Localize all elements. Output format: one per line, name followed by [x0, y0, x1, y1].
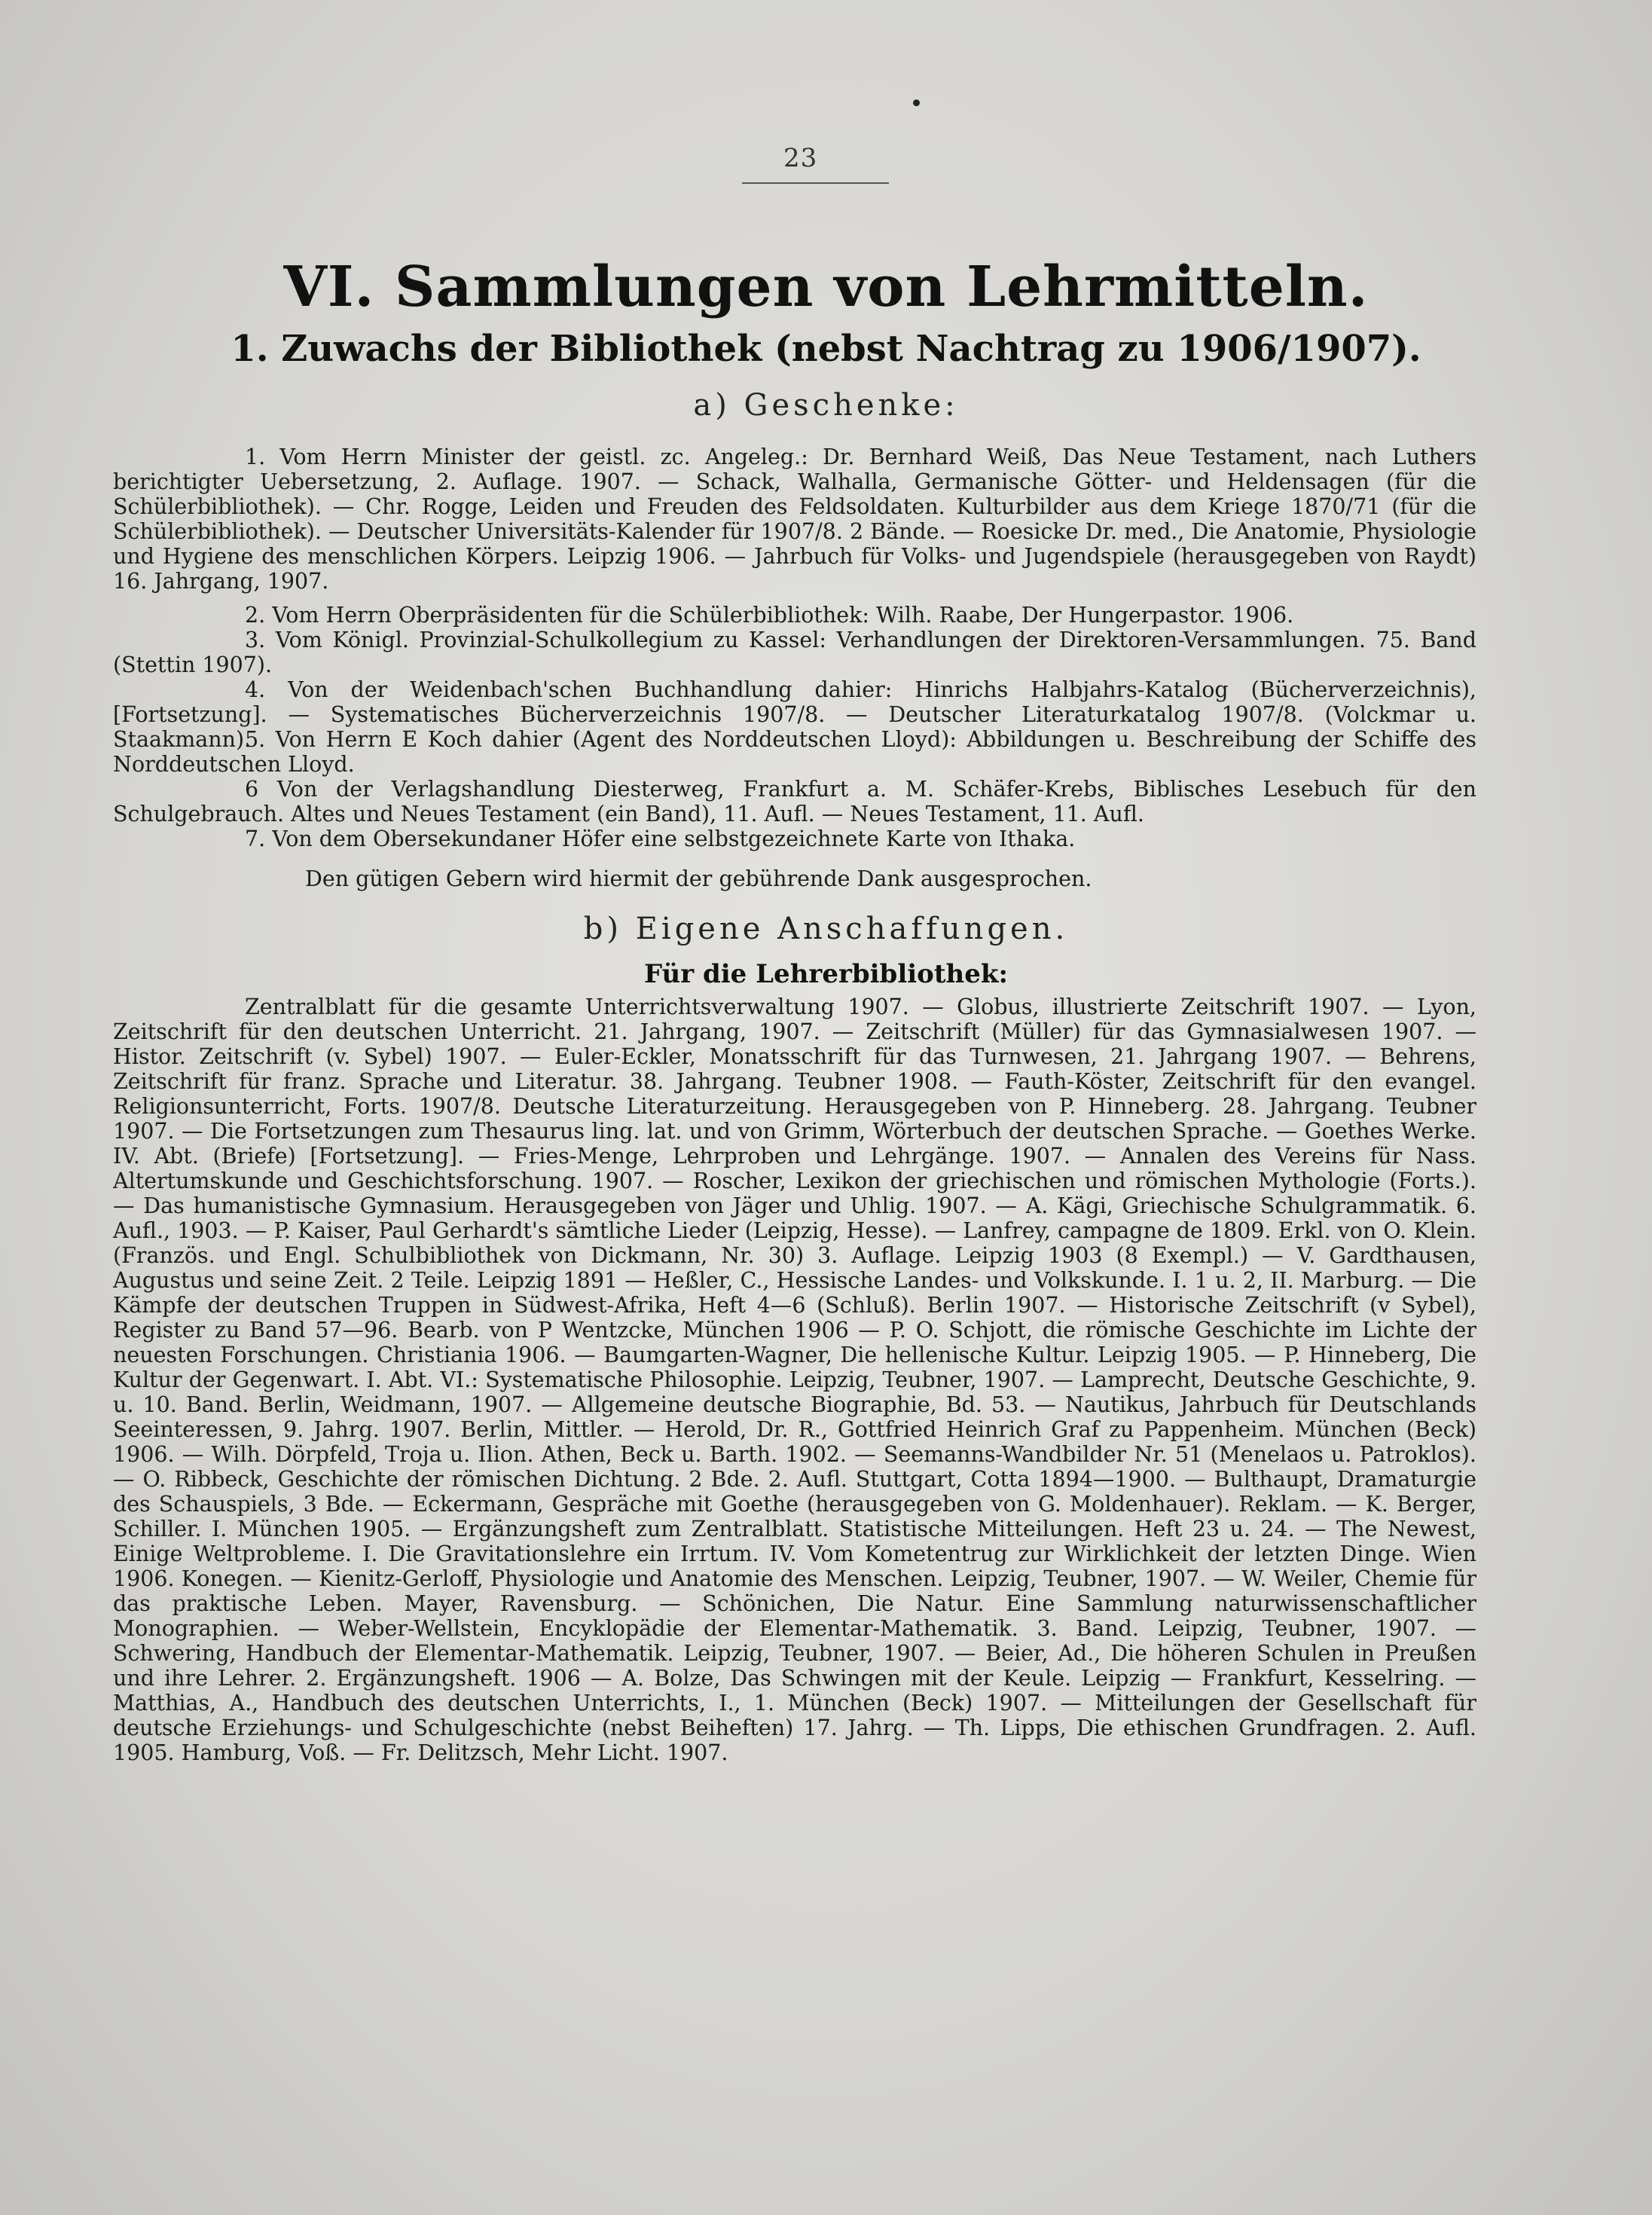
page-number-rule: [742, 182, 889, 184]
heading-acquisitions: b) Eigene Anschaffungen.: [583, 912, 1069, 946]
gift-entry-4: 4. Von der Weidenbach'schen Buchhandlung dahier: Hinrichs Halbjahrs-Katalog (Bücherverzeichnis), [Fortsetzung]. — Systematisches Bücherverzeichnis 1907/8. — Deutscher Literaturkatalog 1907/8. (Volckmar u. Staakmann).: [113, 677, 1476, 752]
gift-entry-7: 7. Von dem Obersekundaner Höfer eine selbstgezeichnete Karte von Ithaka.: [245, 826, 1076, 851]
gift-entry-1: 1. Vom Herrn Minister der geistl. zc. Angeleg.: Dr. Bernhard Weiß, Das Neue Testament, nach Luthers berichtigter Uebersetzung, 2. Auflage. 1907. — Schack, Walhalla, Germanische Götter- und Heldensagen (für die Schülerbibliothek). — Chr. Rogge, Leiden und Freuden des Feldsoldaten. Kulturbilder aus dem Kriege 1870/71 (für die Schülerbibliothek). — Deutscher Universitäts-Kalender für 1907/8. 2 Bände. — Roesicke Dr. med., Die Anatomie, Physiologie und Hygiene des menschlichen Körpers. Leipzig 1906. — Jahrbuch für Volks- und Jugendspiele (herausgegeben von Raydt) 16. Jahrgang, 1907.: [113, 445, 1476, 594]
gift-entry-3: 3. Vom Königl. Provinzial-Schulkollegium zu Kassel: Verhandlungen der Direktoren-Versammlungen. 75. Band (Stettin 1907).: [113, 628, 1476, 677]
teacher-library-list: Zentralblatt für die gesamte Unterrichtsverwaltung 1907. — Globus, illustrierte Zeitschrift 1907. — Lyon, Zeitschrift für den deutschen Unterricht. 21. Jahrgang, 1907. — Zeitschrift (Müller) für das Gymnasialwesen 1907. — Histor. Zeitschrift (v. Sybel) 1907. — Euler-Eckler, Monatsschrift für das Turnwesen, 21. Jahrgang 1907. — Behrens, Zeitschrift für franz. Sprache und Literatur. 38. Jahrgang. Teubner 1908. — Fauth-Köster, Zeitschrift für den evangel. Religionsunterricht, Forts. 1907/8. Deutsche Literaturzeitung. Herausgegeben von P. Hinneberg. 28. Jahrgang. Teubner 1907. — Die Fortsetzungen zum Thesaurus ling. lat. und von Grimm, Wörterbuch der deutschen Sprache. — Goethes Werke. IV. Abt. (Briefe) [Fortsetzung]. — Fries-Menge, Lehrproben und Lehrgänge. 1907. — Annalen des Vereins für Nass. Altertumskunde und Geschichtsforschung. 1907. — Roscher, Lexikon der griechischen und römischen Mythologie (Forts.). — Das humanistische Gymnasium. Herausgegeben von Jäger und Uhlig. 1907. — A. Kägi, Griechische Schulgrammatik. 6. Aufl., 1903. — P. Kaiser, Paul Gerhardt's sämtliche Lieder (Leipzig, Hesse). — Lanfrey, campagne de 1809. Erkl. von O. Klein. (Französ. und Engl. Schulbibliothek von Dickmann, Nr. 30) 3. Auflage. Leipzig 1903 (8 Exempl.) — V. Gardthausen, Augustus und seine Zeit. 2 Teile. Leipzig 1891 — Heßler, C., Hessische Landes- und Volkskunde. I. 1 u. 2, II. Marburg. — Die Kämpfe der deutschen Truppen in Südwest-Afrika, Heft 4—6 (Schluß). Berlin 1907. — Historische Zeitschrift (v Sybel), Register zu Band 57—96. Bearb. von P Wentzcke, München 1906 — P. O. Schjott, die römische Geschichte im Lichte der neuesten Forschungen. Christiania 1906. — Baumgarten-Wagner, Die hellenische Kultur. Leipzig 1905. — P. Hinneberg, Die Kultur der Gegenwart. I. Abt. VI.: Systematische Philosophie. Leipzig, Teubner, 1907. — Lamprecht, Deutsche Geschichte, 9. u. 10. Band. Berlin, Weidmann, 1907. — Allgemeine deutsche Biographie, Bd. 53. — Nautikus, Jahrbuch für Deutschlands Seeinteressen, 9. Jahrg. 1907. Berlin, Mittler. — Herold, Dr. R., Gottfried Heinrich Graf zu Pappenheim. München (Beck) 1906. — Wilh. Dörpfeld, Troja u. Ilion. Athen, Beck u. Barth. 1902. — Seemanns-Wandbilder Nr. 51 (Menelaos u. Patroklos). — O. Ribbeck, Geschichte der römischen Dichtung. 2 Bde. 2. Aufl. Stuttgart, Cotta 1894—1900. — Bulthaupt, Dramaturgie des Schauspiels, 3 Bde. — Eckermann, Gespräche mit Goethe (herausgegeben von G. Moldenhauer). Reklam. — K. Berger, Schiller. I. München 1905. — Ergänzungsheft zum Zentralblatt. Statistische Mitteilungen. Heft 23 u. 24. — The Newest, Einige Weltprobleme. I. Die Gravitationslehre ein Irrtum. IV. Vom Kometentrug zur Wirklichkeit der letzten Dinge. Wien 1906. Konegen. — Kienitz-Gerloff, Physiologie und Anatomie des Menschen. Leipzig, Teubner, 1907. — W. Weiler, Chemie für das praktische Leben. Mayer, Ravensburg. — Schönichen, Die Natur. Eine Sammlung naturwissenschaftlicher Monographien. — Weber-Wellstein, Encyklopädie der Elementar-Mathematik. 3. Band. Leipzig, Teubner, 1907. — Schwering, Handbuch der Elementar-Mathematik. Leipzig, Teubner, 1907. — Beier, Ad., Die höheren Schulen in Preußen und ihre Lehrer. 2. Ergänzungsheft. 1906 — A. Bolze, Das Schwingen mit der Keule. Leipzig — Frankfurt, Kesselring. — Matthias, A., Handbuch des deutschen Unterrichts, I., 1. München (Beck) 1907. — Mitteilungen der Gesellschaft für deutsche Erziehungs- und Schulgeschichte (nebst Beiheften) 17. Jahrg. — Th. Lipps, Die ethischen Grundfragen. 2. Aufl. 1905. Hamburg, Voß. — Fr. Delitzsch, Mehr Licht. 1907.: [113, 994, 1476, 1765]
heading-gifts: a) Geschenke:: [693, 388, 959, 423]
section-title: VI. Sammlungen von Lehrmitteln.: [283, 255, 1369, 319]
ink-speck: [913, 99, 920, 106]
heading-teacher-library: Für die Lehrerbibliothek:: [643, 959, 1009, 989]
gift-entry-6: 6 Von der Verlagshandlung Diesterweg, Frankfurt a. M. Schäfer-Krebs, Biblisches Lesebuch für den Schulgebrauch. Altes und Neues Testament (ein Band), 11. Aufl. — Neues Testament, 11. Aufl.: [113, 777, 1476, 826]
gift-entry-5: 5. Von Herrn E Koch dahier (Agent des Norddeutschen Lloyd): Abbildungen u. Beschreibung der Schiffe des Norddeutschen Lloyd.: [113, 727, 1476, 777]
page-number: 23: [783, 143, 818, 173]
closing-thanks: Den gütigen Gebern wird hiermit der gebührende Dank ausgesprochen.: [305, 866, 1092, 891]
subsection-title: 1. Zuwachs der Bibliothek (nebst Nachtrag zu 1906/1907).: [231, 328, 1421, 370]
gift-entry-2: 2. Vom Herrn Oberpräsidenten für die Schülerbibliothek: Wilh. Raabe, Der Hungerpastor. 1906.: [245, 603, 1294, 628]
